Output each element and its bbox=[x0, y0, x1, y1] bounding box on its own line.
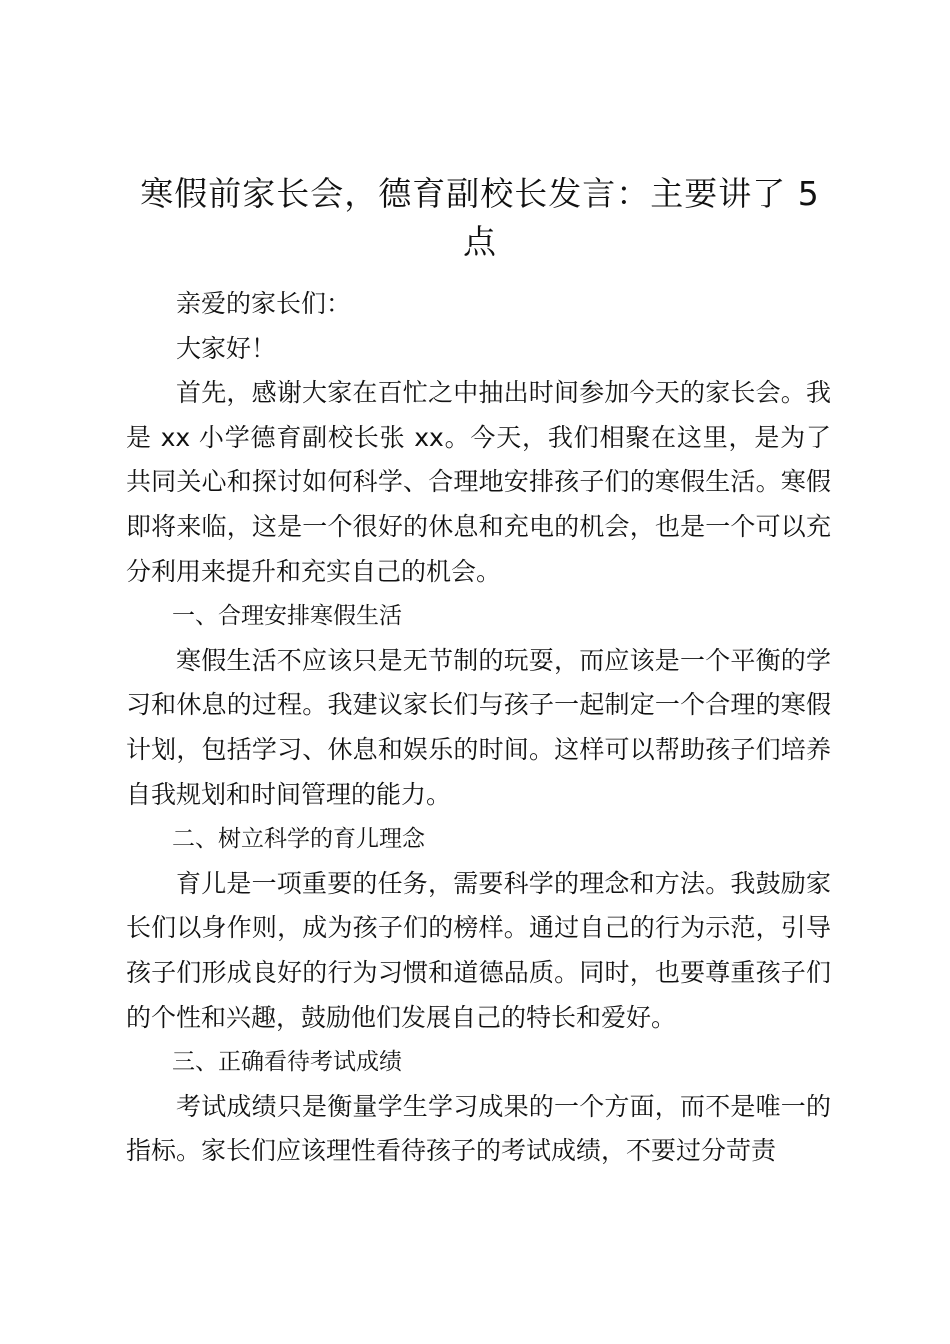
section-heading: 一、合理安排寒假生活 bbox=[172, 603, 402, 630]
section-paragraph: 考试成绩只是衡量学生学习成果的一个方面，而不是唯一的指标。家长们应该理性看待孩子的考试成绩，不要过分苛责 bbox=[126, 1091, 831, 1166]
section-heading: 三、正确看待考试成绩 bbox=[172, 1049, 402, 1076]
section-paragraph: 育儿是一项重要的任务，需要科学的理念和方法。我鼓励家长们以身作则，成为孩子们的榜样。通过自己的行为示范，引导孩子们形成良好的行为习惯和道德品质。同时，也要尊重孩子们的个性和兴趣，鼓励他们发展自己的特长和爱好。 bbox=[126, 868, 831, 1032]
document-body bbox=[126, 282, 831, 1174]
section-paragraph: 寒假生活不应该只是无节制的玩耍，而应该是一个平衡的学习和休息的过程。我建议家长们与孩子一起制定一个合理的寒假计划，包括学习、休息和娱乐的时间。这样可以帮助孩子们培养自我规划和时间管理的能力。 bbox=[126, 645, 831, 809]
section-heading: 二、树立科学的育儿理念 bbox=[172, 826, 425, 853]
document-title: 寒假前家长会，德育副校长发言：主要讲了 5 点 bbox=[140, 174, 820, 261]
salutation-line: 大家好！ bbox=[176, 333, 277, 363]
greeting-line: 亲爱的家长们： bbox=[176, 289, 352, 318]
intro-paragraph: 首先，感谢大家在百忙之中抽出时间参加今天的家长会。我是 xx 小学德育副校长张 xx。今天，我们相聚在这里，是为了共同关心和探讨如何科学、合理地安排孩子们的寒假生活。寒假即将来临，这是一个很好的休息和充电的机会，也是一个可以充分利用来提升和充实自己的机会。 bbox=[126, 378, 831, 586]
